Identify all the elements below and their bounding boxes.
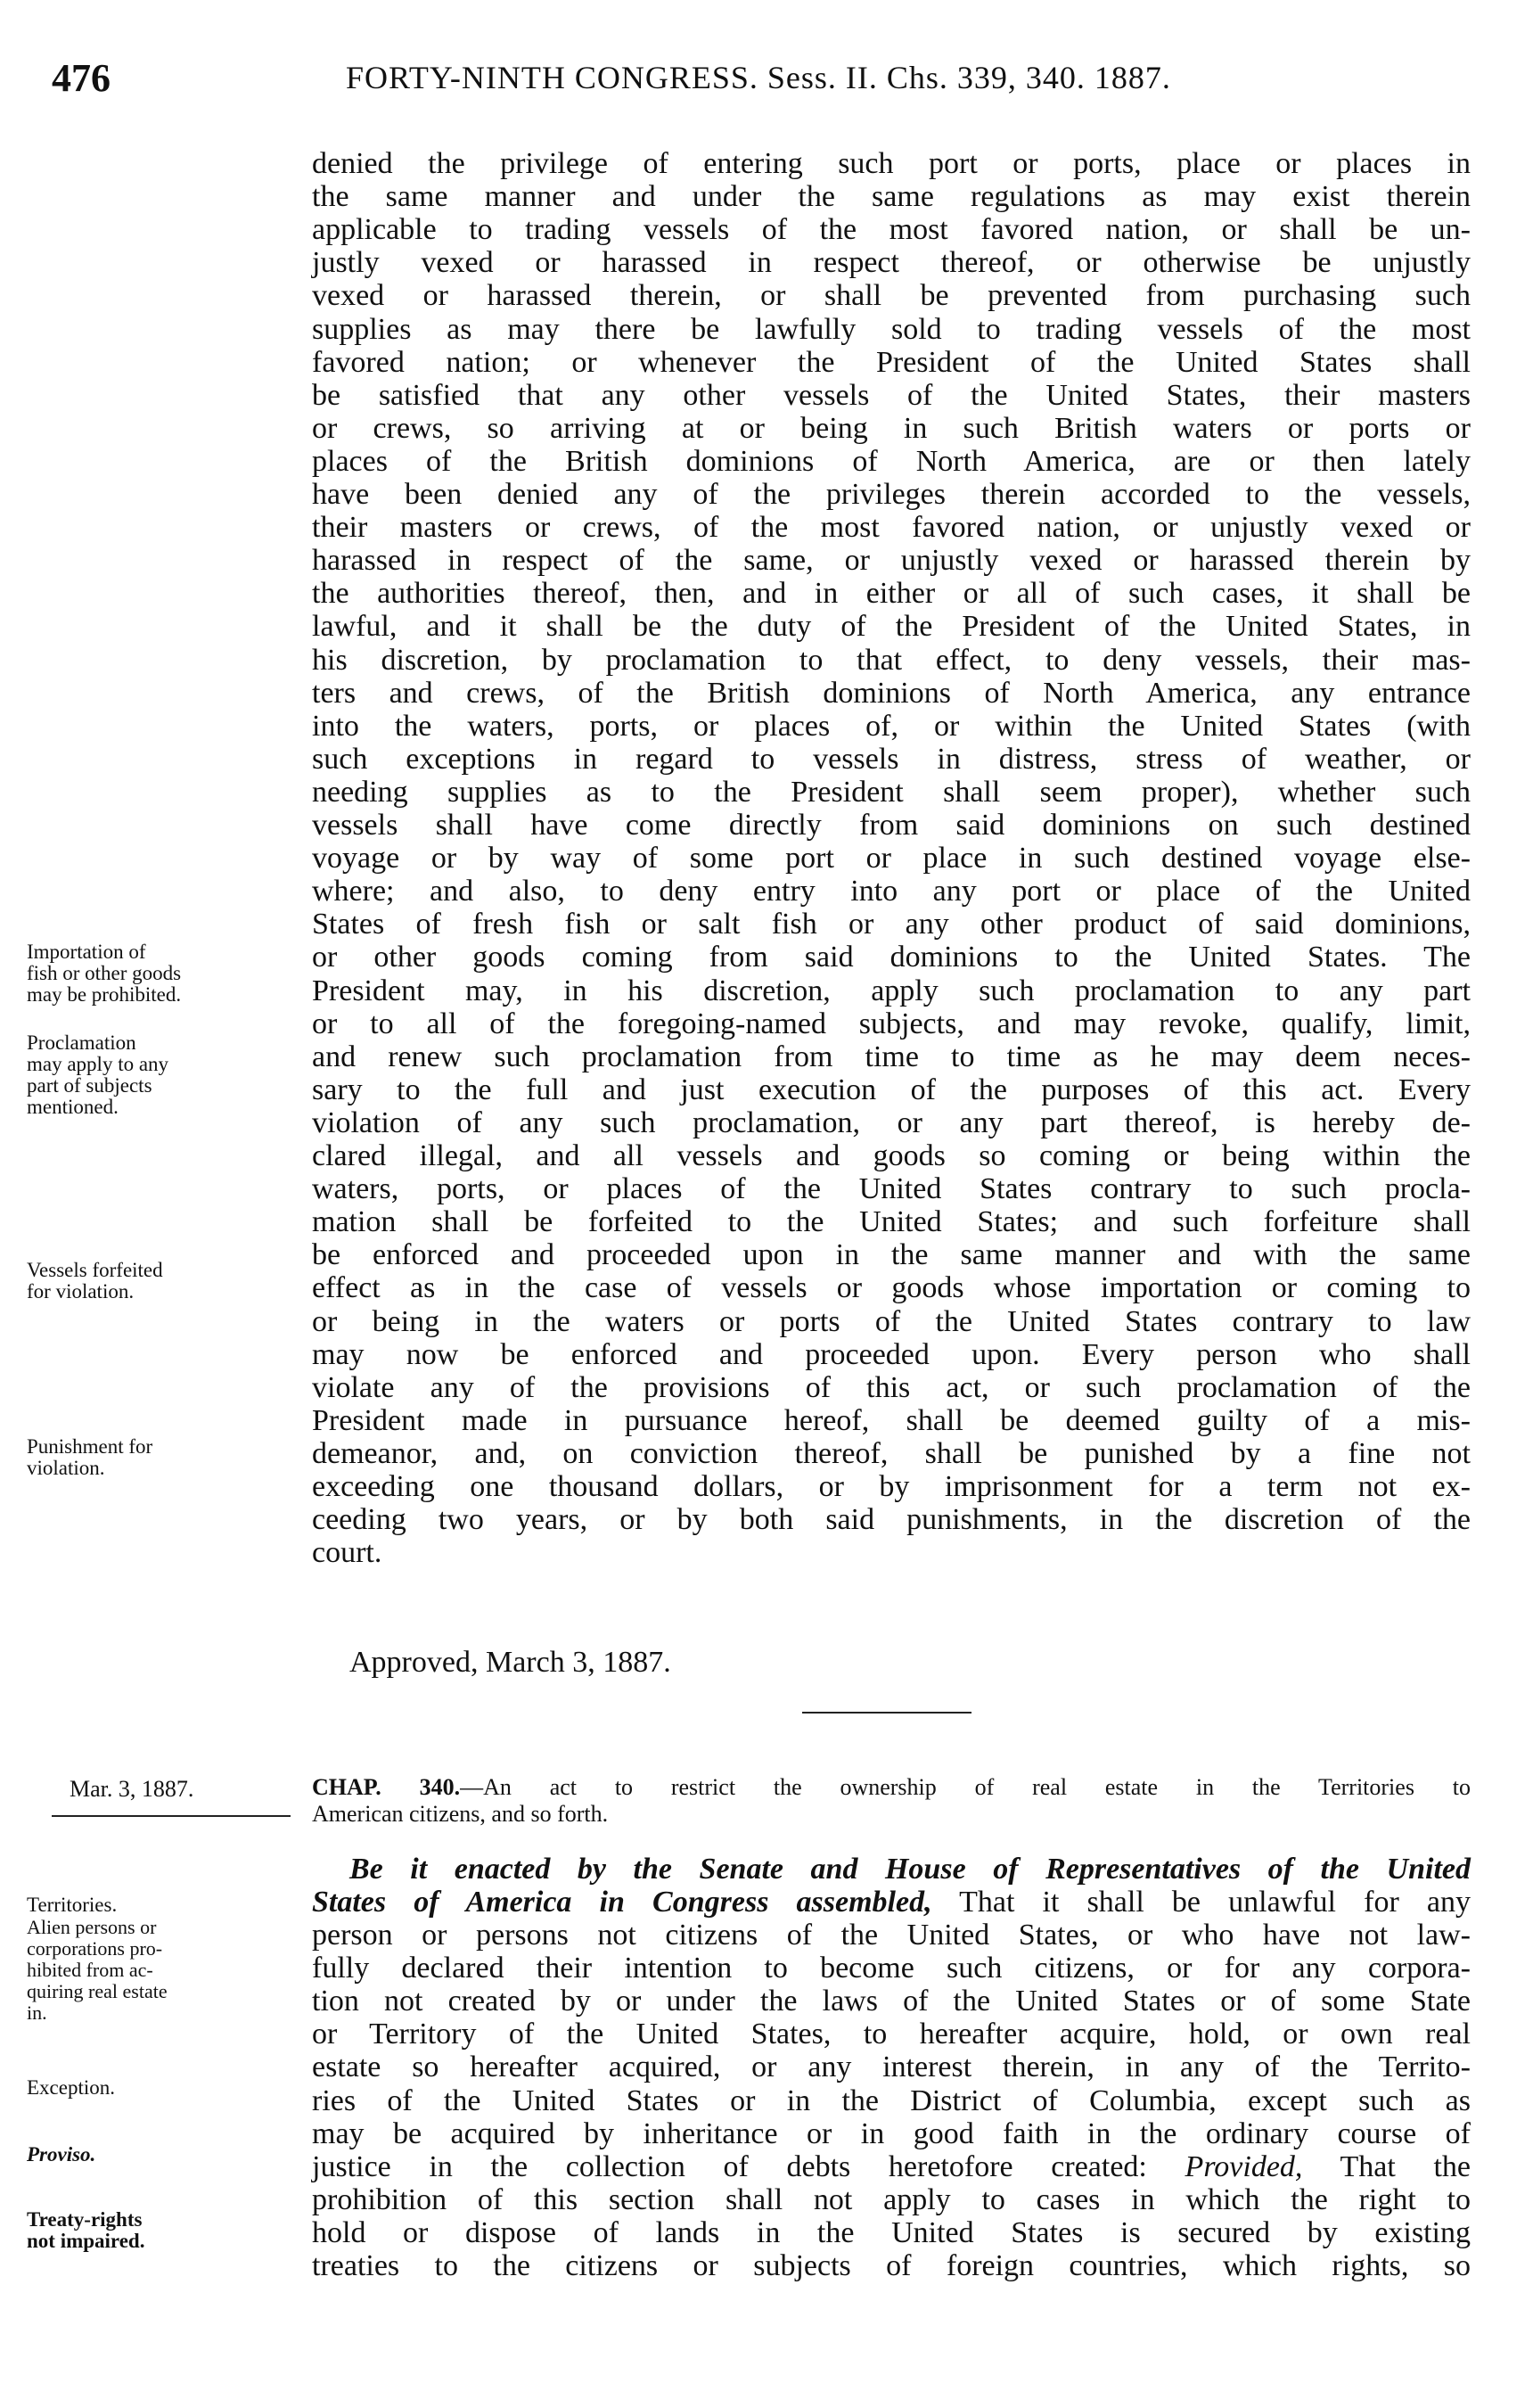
body-text-line: denied the privilege of entering such port or ports, place or places in xyxy=(312,147,1471,180)
body-text-line: their masters or crews, of the most favored nation, or unjustly vexed or xyxy=(312,511,1471,545)
body-text-line: mation shall be forfeited to the United States; and such forfeiture shall xyxy=(312,1205,1471,1239)
proviso-line xyxy=(312,2150,1471,2183)
chapter-body-line: fully declared their intention to become such citizens, or for any corpora- xyxy=(312,1952,1471,1985)
chapter-body-line: ries of the United States or in the District of Columbia, except such as xyxy=(312,2083,1471,2117)
body-text-line: States of fresh fish or salt fish or any other product of said dominions, xyxy=(312,908,1471,941)
enacting-clause-1: Be it enacted by the Senate and House of Representatives of the United xyxy=(349,1853,1471,1886)
body-text-line: voyage or by way of some port or place in such destined voyage else- xyxy=(312,842,1471,875)
body-text-line: or to all of the foregoing-named subjects, and may revoke, qualify, limit, xyxy=(312,1007,1471,1040)
body-text-line: be enforced and proceeded upon in the same manner and with the same xyxy=(312,1238,1471,1272)
final-text-line: prohibition of this section shall not apply to cases in which the right to xyxy=(312,2183,1471,2216)
margin-note-territories: Territories. xyxy=(27,1894,118,1916)
body-text-line: have been denied any of the privileges therein accorded to the vessels, xyxy=(312,478,1471,511)
chapter-title-2: American citizens, and so forth. xyxy=(312,1801,609,1827)
body-text-line: exceeding one thousand dollars, or by imprisonment for a term not ex- xyxy=(312,1470,1471,1503)
margin-note-punishment: Punishment for violation. xyxy=(27,1435,153,1479)
approval-date: Approved, March 3, 1887. xyxy=(349,1646,671,1679)
proviso-word: Provided, xyxy=(1185,2150,1303,2183)
proviso-after: That the xyxy=(1302,2150,1471,2183)
chapter-title-1: —An act to restrict the ownership of real estate in the Territories to xyxy=(460,1774,1471,1800)
body-text-line: vexed or harassed therein, or shall be prevented from purchasing such xyxy=(312,279,1471,313)
body-text-line: may now be enforced and proceeded upon. Every person who shall xyxy=(312,1337,1471,1371)
body-text-line: President made in pursuance hereof, shall be deemed guilty of a mis- xyxy=(312,1403,1471,1437)
body-text-line: violation of any such proclamation, or any part thereof, is hereby de- xyxy=(312,1105,1471,1139)
margin-date: Mar. 3, 1887. xyxy=(70,1776,194,1802)
chapter-title-line-2 xyxy=(312,1801,1471,1827)
final-text-line: treaties to the citizens or subjects of foreign countries, which rights, so xyxy=(312,2249,1471,2283)
body-text-line: lawful, and it shall be the duty of the President of the United States, in xyxy=(312,610,1471,644)
chapter-body-line: or Territory of the United States, to hereafter acquire, hold, or own real xyxy=(312,2018,1471,2051)
margin-date-rule xyxy=(52,1815,291,1817)
body-text-line: clared illegal, and all vessels and goods so coming or being within the xyxy=(312,1139,1471,1172)
margin-note-exception: Exception. xyxy=(27,2076,115,2099)
margin-note-vessels: Vessels forfeited for violation. xyxy=(27,1259,163,1303)
chapter-body-line: estate so hereafter acquired, or any interest therein, in any of the Territo- xyxy=(312,2050,1471,2084)
body-text-line: into the waters, ports, or places of, or within the United States (with xyxy=(312,709,1471,743)
body-text-line: President may, in his discretion, apply such proclamation to any part xyxy=(312,974,1471,1007)
body-text-line: ters and crews, of the British dominions of North America, any entrance xyxy=(312,676,1471,710)
margin-note-alien: Alien persons or corporations pro- hibited from ac- quiring real estate in. xyxy=(27,1916,168,2024)
body-text-line: demeanor, and, on conviction thereof, shall be punished by a fine not xyxy=(312,1436,1471,1470)
body-text-line: where; and also, to deny entry into any port or place of the United xyxy=(312,875,1471,908)
proviso-before: justice in the collection of debts heretofore created: xyxy=(312,2150,1185,2183)
body-text-line: be satisfied that any other vessels of the United States, their masters xyxy=(312,378,1471,412)
margin-note-proclamation: Proclamation may apply to any part of subjects mentioned. xyxy=(27,1031,169,1118)
enacting-clause-2-rest: That it shall be unlawful for any xyxy=(931,1886,1471,1919)
enacting-clause-line-2 xyxy=(312,1886,1471,1919)
body-text-line: ceeding two years, or by both said punishments, in the discretion of the xyxy=(312,1503,1471,1537)
body-text-line: or being in the waters or ports of the United States contrary to law xyxy=(312,1304,1471,1338)
body-text-line: waters, ports, or places of the United States contrary to such procla- xyxy=(312,1172,1471,1206)
body-text-line: applicable to trading vessels of the most favored nation, or shall be un- xyxy=(312,213,1471,247)
margin-note-proviso: Proviso. xyxy=(27,2143,96,2166)
enacting-clause-line-1 xyxy=(349,1853,1471,1886)
body-text-line: his discretion, by proclamation to that effect, to deny vessels, their mas- xyxy=(312,643,1471,677)
body-text-line: favored nation; or whenever the President of the United States shall xyxy=(312,345,1471,379)
body-text-line: violate any of the provisions of this act, or such proclamation of the xyxy=(312,1370,1471,1404)
body-text-line: needing supplies as to the President shall seem proper), whether such xyxy=(312,775,1471,809)
running-head: FORTY-NINTH CONGRESS. Sess. II. Chs. 339, 340. 1887. xyxy=(346,60,1171,95)
margin-note-treaty: Treaty-rights not impaired. xyxy=(27,2208,145,2252)
page-number: 476 xyxy=(52,56,111,100)
body-text-line: places of the British dominions of North America, are or then lately xyxy=(312,444,1471,478)
body-text-line: sary to the full and just execution of the purposes of this act. Every xyxy=(312,1073,1471,1106)
section-divider xyxy=(802,1712,971,1714)
margin-note-importation: Importation of fish or other goods may be prohibited. xyxy=(27,941,182,1006)
body-text-line: harassed in respect of the same, or unjustly vexed or harassed therein by xyxy=(312,544,1471,578)
final-text-line: hold or dispose of lands in the United States is secured by existing xyxy=(312,2216,1471,2250)
body-text-line: the authorities thereof, then, and in either or all of such cases, it shall be xyxy=(312,577,1471,611)
chapter-label: CHAP. 340. xyxy=(312,1774,461,1800)
body-text-line: such exceptions in regard to vessels in distress, stress of weather, or xyxy=(312,742,1471,776)
body-text-line: or other goods coming from said dominions to the United States. The xyxy=(312,941,1471,974)
body-text-line: court. xyxy=(312,1536,382,1570)
body-text-line: effect as in the case of vessels or goods whose importation or coming to xyxy=(312,1271,1471,1305)
chapter-body-line: tion not created by or under the laws of the United States or of some State xyxy=(312,1985,1471,2018)
enacting-clause-2-em: States of America in Congress assembled, xyxy=(312,1886,932,1919)
body-text-line: vessels shall have come directly from said dominions on such destined xyxy=(312,809,1471,842)
chapter-body-line: may be acquired by inheritance or in good faith in the ordinary course of xyxy=(312,2116,1471,2150)
body-text-line: the same manner and under the same regulations as may exist therein xyxy=(312,180,1471,214)
body-text-line: justly vexed or harassed in respect thereof, or otherwise be unjustly xyxy=(312,246,1471,280)
chapter-title-line-1 xyxy=(312,1774,1471,1800)
body-text-line: and renew such proclamation from time to time as he may deem neces- xyxy=(312,1040,1471,1073)
chapter-body-line: person or persons not citizens of the United States, or who have not law- xyxy=(312,1919,1471,1952)
body-text-line: supplies as may there be lawfully sold to trading vessels of the most xyxy=(312,312,1471,346)
body-text-line: or crews, so arriving at or being in such British waters or ports or xyxy=(312,411,1471,445)
page-header xyxy=(52,55,1478,109)
